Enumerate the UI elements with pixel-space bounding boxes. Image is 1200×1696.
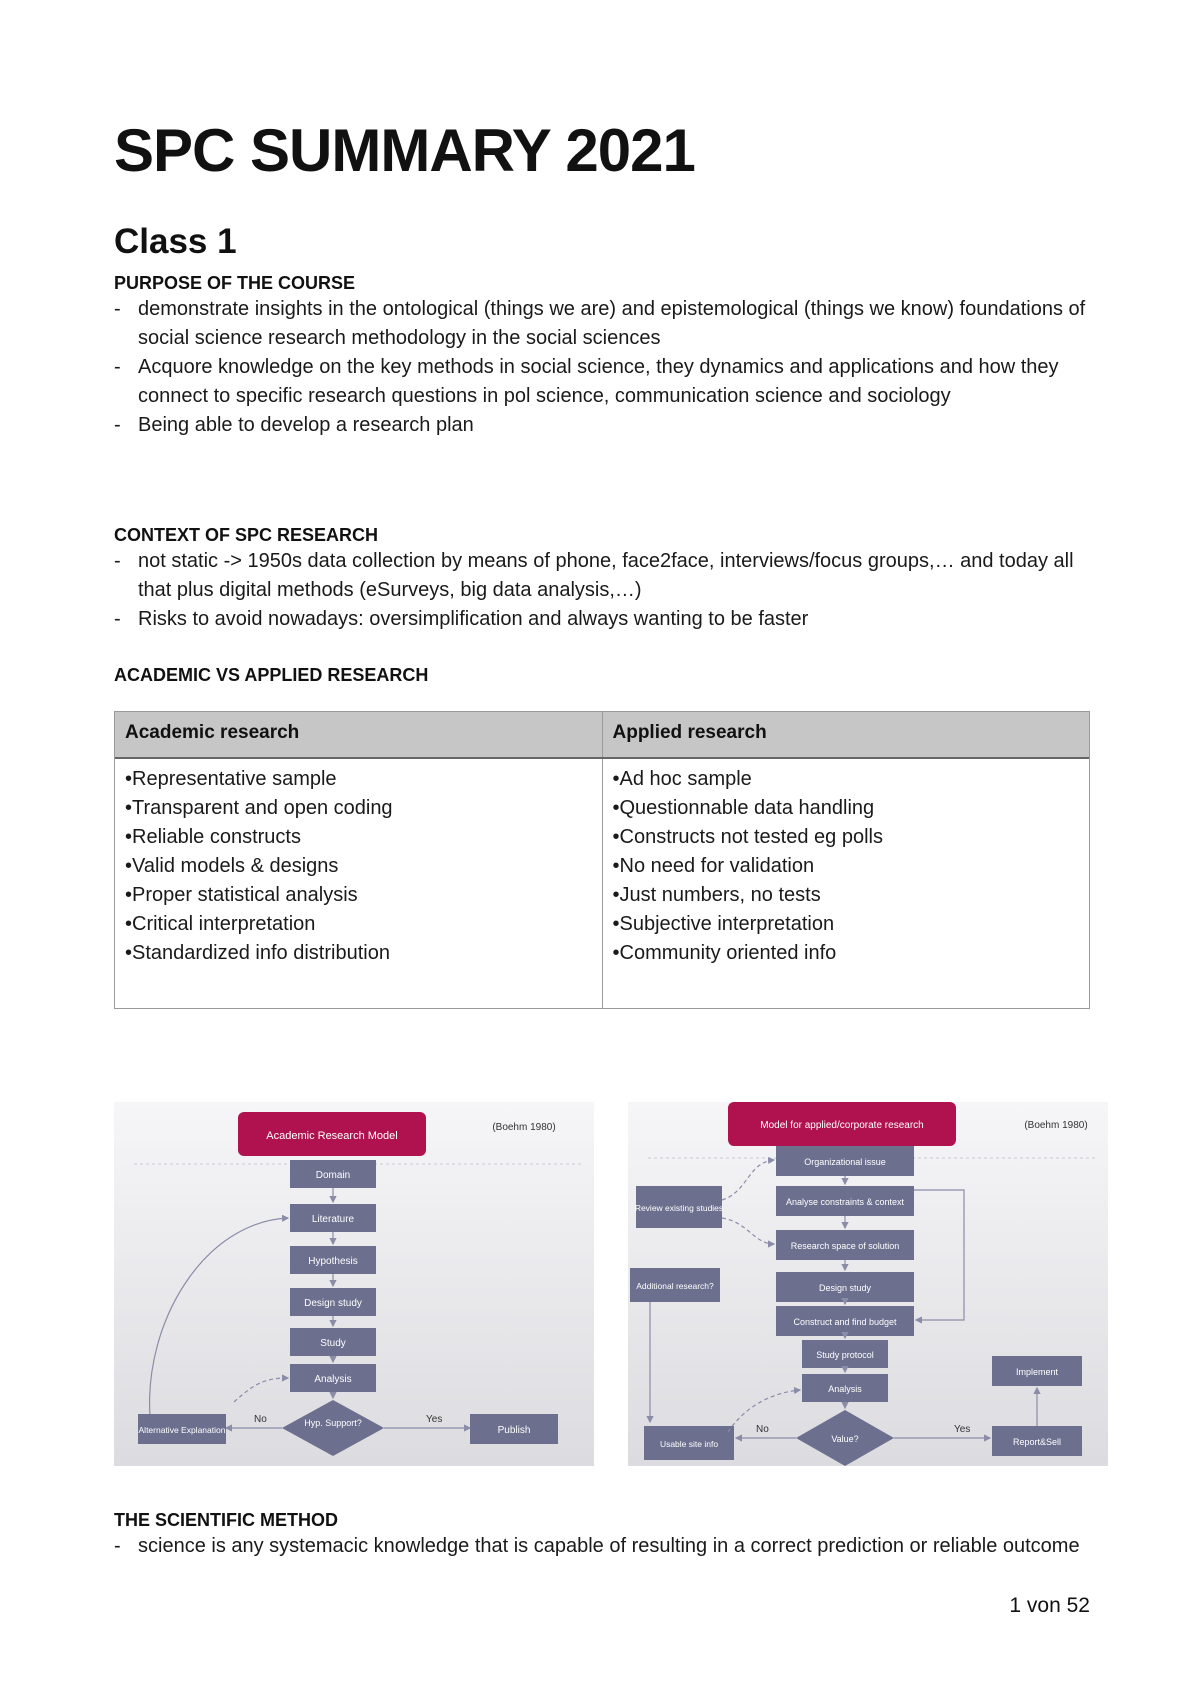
step-label: Study <box>320 1338 346 1349</box>
figure-title: Model for applied/corporate research <box>760 1120 924 1131</box>
table-header-row <box>115 712 1089 759</box>
table-body-row <box>115 759 1089 1008</box>
section-heading: ACADEMIC VS APPLIED RESEARCH <box>114 665 429 685</box>
step-label: Domain <box>315 1170 351 1181</box>
table-header-applied: Applied research <box>602 712 1090 757</box>
table-line: •Proper statistical analysis <box>125 884 358 906</box>
decision-diamond <box>282 1400 384 1456</box>
list-item: - not static -> 1950s data collection by means of phone, face2face, interviews/focus groups,… and today all that plus digital methods (eSurveys, big data analysis,…) <box>114 550 1074 601</box>
section-heading: THE SCIENTIFIC METHOD <box>114 1510 338 1530</box>
section-academic-vs-applied <box>114 663 1094 687</box>
table-line: •Just numbers, no tests <box>612 884 821 906</box>
step-label: Literature <box>311 1214 355 1225</box>
table-line: •Constructs not tested eg polls <box>612 826 883 848</box>
review-label: Review existing studies <box>634 1203 724 1213</box>
list-item: - Being able to develop a research plan <box>114 414 474 436</box>
additional-label: Additional research? <box>636 1281 714 1291</box>
section-heading: CONTEXT OF SPC RESEARCH <box>114 525 379 545</box>
step-label: Study protocol <box>816 1350 874 1360</box>
table-line: •Reliable constructs <box>125 826 301 848</box>
usable-label: Usable site info <box>659 1439 719 1449</box>
figure-citation: (Boehm 1980) <box>492 1122 556 1133</box>
bullet-list <box>114 547 1094 634</box>
section-heading: PURPOSE OF THE COURSE <box>114 273 356 293</box>
step-label: Analyse constraints & context <box>785 1197 905 1207</box>
bullet-list <box>114 295 1094 440</box>
table-line: •Transparent and open coding <box>125 797 393 819</box>
step-label: Analysis <box>314 1374 352 1385</box>
table-line: •Questionnable data handling <box>612 797 875 819</box>
table-cell-applied <box>602 759 1090 1008</box>
section-purpose <box>114 271 1094 440</box>
list-item: - science is any systemacic knowledge that is capable of resulting in a correct prediction or reliable outcome <box>114 1535 1080 1557</box>
table-header-academic: Academic research <box>125 722 300 743</box>
table-line: •Standardized info distribution <box>125 942 390 964</box>
table-line: •Subjective interpretation <box>612 913 835 935</box>
page-title: SPC SUMMARY 2021 <box>114 117 695 184</box>
step-label: Hypothesis <box>308 1256 358 1267</box>
step-label: Research space of solution <box>790 1241 900 1251</box>
table-line: •Representative sample <box>125 768 337 790</box>
table-line: •Community oriented info <box>612 942 837 964</box>
academic-model-diagram <box>114 1102 594 1466</box>
table-line: •No need for validation <box>612 855 815 877</box>
applied-model-diagram <box>628 1102 1108 1466</box>
page-number: 1 von 52 <box>1009 1594 1090 1617</box>
alternative-label: Alternative Explanation <box>138 1425 226 1435</box>
decision-label: Value? <box>831 1434 859 1444</box>
yes-label: Yes <box>954 1424 971 1435</box>
no-label: No <box>254 1414 267 1425</box>
section-scientific-method <box>114 1508 1094 1561</box>
yes-label: Yes <box>426 1414 443 1425</box>
report-label: Report&Sell <box>1012 1437 1062 1447</box>
implement-label: Implement <box>1015 1367 1059 1377</box>
table-line: •Valid models & designs <box>125 855 339 877</box>
figure-title: Academic Research Model <box>266 1130 398 1142</box>
class-heading: Class 1 <box>114 222 237 261</box>
no-label: No <box>756 1424 769 1435</box>
decision-label: Hyp. Support? <box>304 1418 362 1428</box>
table-line: •Critical interpretation <box>125 913 316 935</box>
step-label: Analysis <box>828 1384 862 1394</box>
bullet-list <box>114 1532 1094 1561</box>
list-item: - Acquore knowledge on the key methods in social science, they dynamics and applications and how they connect to specific research questions in pol science, communication science and sociology <box>114 356 1059 407</box>
table-cell-academic <box>115 759 602 1008</box>
step-label: Organizational issue <box>804 1157 886 1167</box>
step-label: Design study <box>818 1283 872 1293</box>
academic-research-model-figure <box>114 1102 594 1466</box>
figure-citation: (Boehm 1980) <box>1024 1120 1088 1131</box>
list-item: - Risks to avoid nowadays: oversimplification and always wanting to be faster <box>114 608 809 630</box>
comparison-table <box>114 711 1090 1009</box>
list-item: - demonstrate insights in the ontological (things we are) and epistemological (things we know) foundations of social science research methodology in the social sciences <box>114 298 1086 349</box>
section-context <box>114 523 1094 634</box>
step-label: Construct and find budget <box>793 1317 897 1327</box>
table-line: •Ad hoc sample <box>612 768 752 790</box>
publish-label: Publish <box>497 1425 531 1436</box>
applied-research-model-figure <box>628 1102 1108 1466</box>
step-label: Design study <box>304 1298 362 1309</box>
